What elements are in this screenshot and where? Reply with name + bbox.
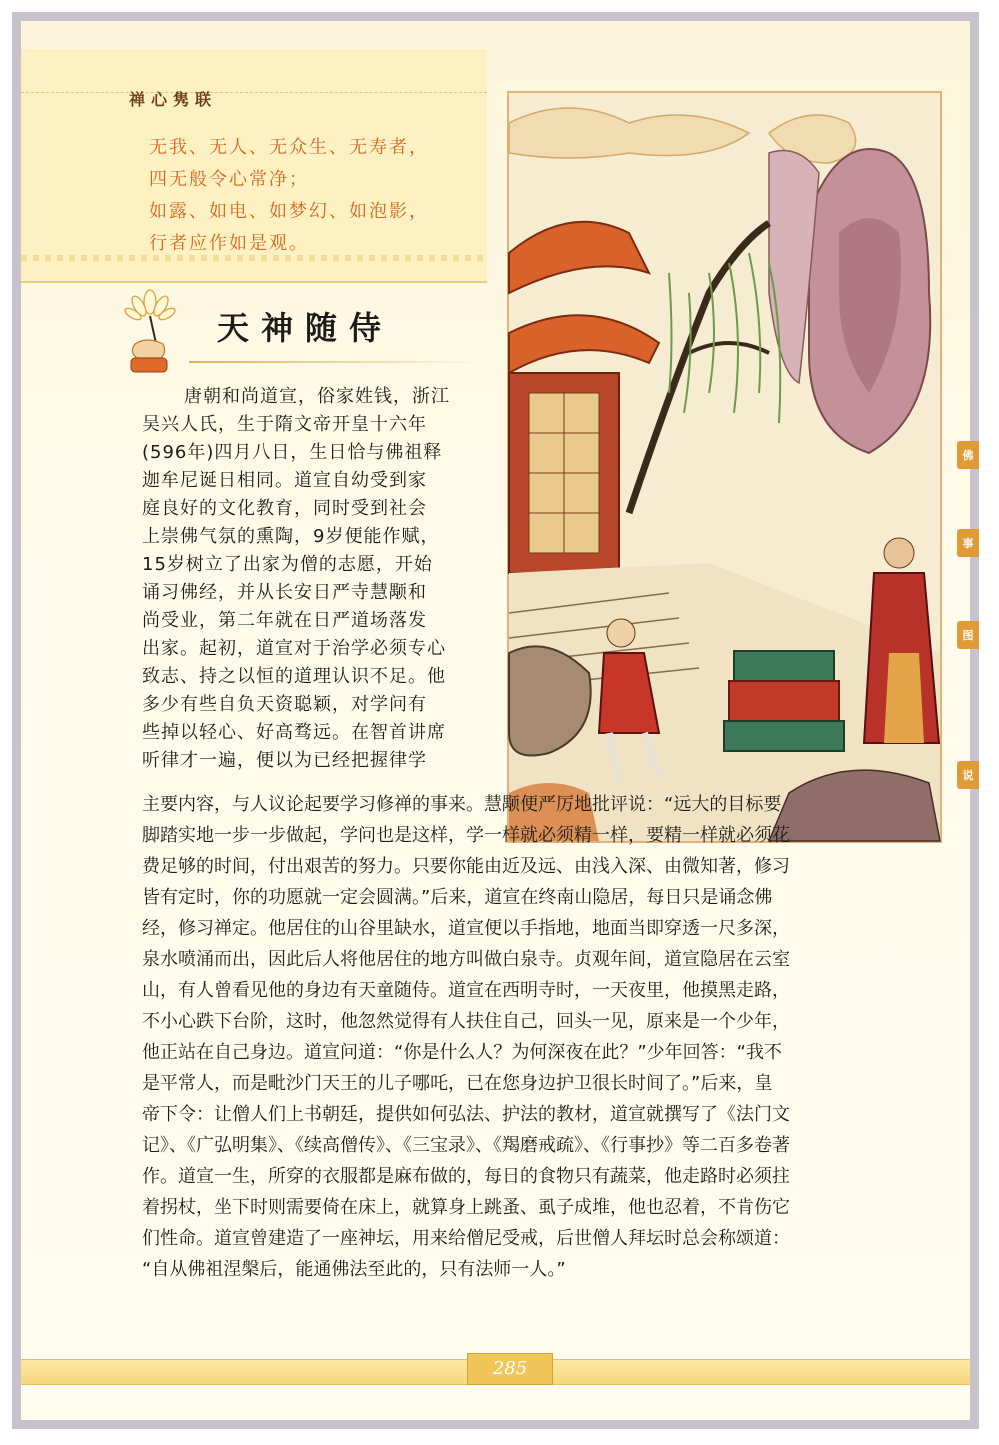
body-line: 听律才一遍，便以为已经把握律学 (142, 750, 427, 771)
body-line: 诵习佛经，并从长安日严寺慧颙和 (142, 582, 427, 603)
painting-illustration (507, 91, 942, 843)
title-underline (189, 361, 485, 363)
couplet-line: 四无般令心常净； (149, 169, 309, 190)
couplet-decoration (21, 74, 487, 93)
body-line: 唐朝和尚道宣，俗家姓钱，浙江 (184, 386, 450, 407)
body-line: 迦牟尼诞日相同。道宣自幼受到家 (142, 470, 427, 491)
body-line: 出家。起初，道宣对于治学必须专心 (142, 638, 446, 659)
body-line: “自从佛祖涅槃后，能通佛法至此的，只有法师一人。” (142, 1259, 566, 1280)
body-line: 多少有些自负天资聪颖，对学问有 (142, 694, 427, 715)
lotus-hand-icon (117, 286, 183, 376)
body-line: 泉水喷涌而出，因此后人将他居住的地方叫做白泉寺。贞观年间，道宣隐居在云室 (142, 949, 790, 970)
temple-scene-illustration (509, 93, 940, 841)
body-line: 不小心跌下台阶，这时，他忽然觉得有人扶住自己，回头一见，原来是一个少年， (142, 1011, 790, 1032)
couplet-title: 禅心隽联 (129, 90, 218, 109)
couplet-line: 无我、无人、无众生、无寿者， (149, 137, 429, 158)
couplet-box (21, 49, 487, 283)
page-number: 285 (467, 1353, 553, 1385)
body-line: 记》、《广弘明集》、《续高僧传》、《三宝录》、《羯磨戒疏》、《行事抄》等二百多卷著 (142, 1135, 790, 1156)
body-line: 主要内容，与人议论起要学习修禅的事来。慧颙便严厉地批评说：“远大的目标要 (142, 794, 782, 815)
body-line: 费足够的时间，付出艰苦的努力。只要你能由近及远、由浅入深、由微知著，修习 (142, 856, 790, 877)
book-page (21, 21, 974, 1420)
body-line: 他正站在自己身边。道宣问道：“你是什么人？为何深夜在此？”少年回答：“我不 (142, 1042, 782, 1063)
side-tab: 图 (957, 621, 979, 649)
body-line: 着拐杖，坐下时则需要倚在床上，就算身上跳蚤、虱子成堆，他也忍着，不肯伤它 (142, 1197, 790, 1218)
body-line: 上崇佛气氛的熏陶，9岁便能作赋， (142, 526, 440, 547)
body-line: 吴兴人氏，生于隋文帝开皇十六年 (142, 414, 427, 435)
body-line: 庭良好的文化教育，同时受到社会 (142, 498, 427, 519)
body-line: 些掉以轻心、好高骛远。在智首讲席 (142, 722, 446, 743)
body-line: 尚受业，第二年就在日严道场落发 (142, 610, 427, 631)
body-line: 15岁树立了出家为僧的志愿，开始 (142, 554, 433, 575)
article-title: 天神随侍 (217, 309, 394, 347)
body-line: 山，有人曾看见他的身边有天童随侍。道宣在西明寺时，一天夜里，他摸黑走路， (142, 980, 790, 1001)
body-line: 帝下令：让僧人们上书朝廷，提供如何弘法、护法的教材，道宣就撰写了《法门文 (142, 1104, 790, 1125)
couplet-line: 行者应作如是观。 (149, 233, 309, 254)
side-tab: 佛 (957, 441, 979, 469)
couplet-line: 如露、如电、如梦幻、如泡影， (149, 201, 429, 222)
side-tab: 事 (957, 529, 979, 557)
body-line: 们性命。道宣曾建造了一座神坛，用来给僧尼受戒，后世僧人拜坛时总会称颂道： (142, 1228, 790, 1249)
body-line: 皆有定时，你的功愿就一定会圆满。”后来，道宣在终南山隐居，每日只是诵念佛 (142, 887, 773, 908)
body-line: (596年)四月八日，生日恰与佛祖释 (142, 442, 443, 463)
body-line: 是平常人，而是毗沙门天王的儿子哪吒，已在您身边护卫很长时间了。”后来，皇 (142, 1073, 773, 1094)
body-line: 经，修习禅定。他居住的山谷里缺水，道宣便以手指地，地面当即穿透一尺多深， (142, 918, 790, 939)
body-line: 作。道宣一生，所穿的衣服都是麻布做的，每日的食物只有蔬菜，他走路时必须拄 (142, 1166, 790, 1187)
body-line: 脚踏实地一步一步做起，学问也是这样，学一样就必须精一样，要精一样就必须花 (142, 825, 790, 846)
body-line: 致志、持之以恒的道理认识不足。他 (142, 666, 446, 687)
side-tab: 说 (957, 761, 979, 789)
section-divider (21, 255, 487, 261)
